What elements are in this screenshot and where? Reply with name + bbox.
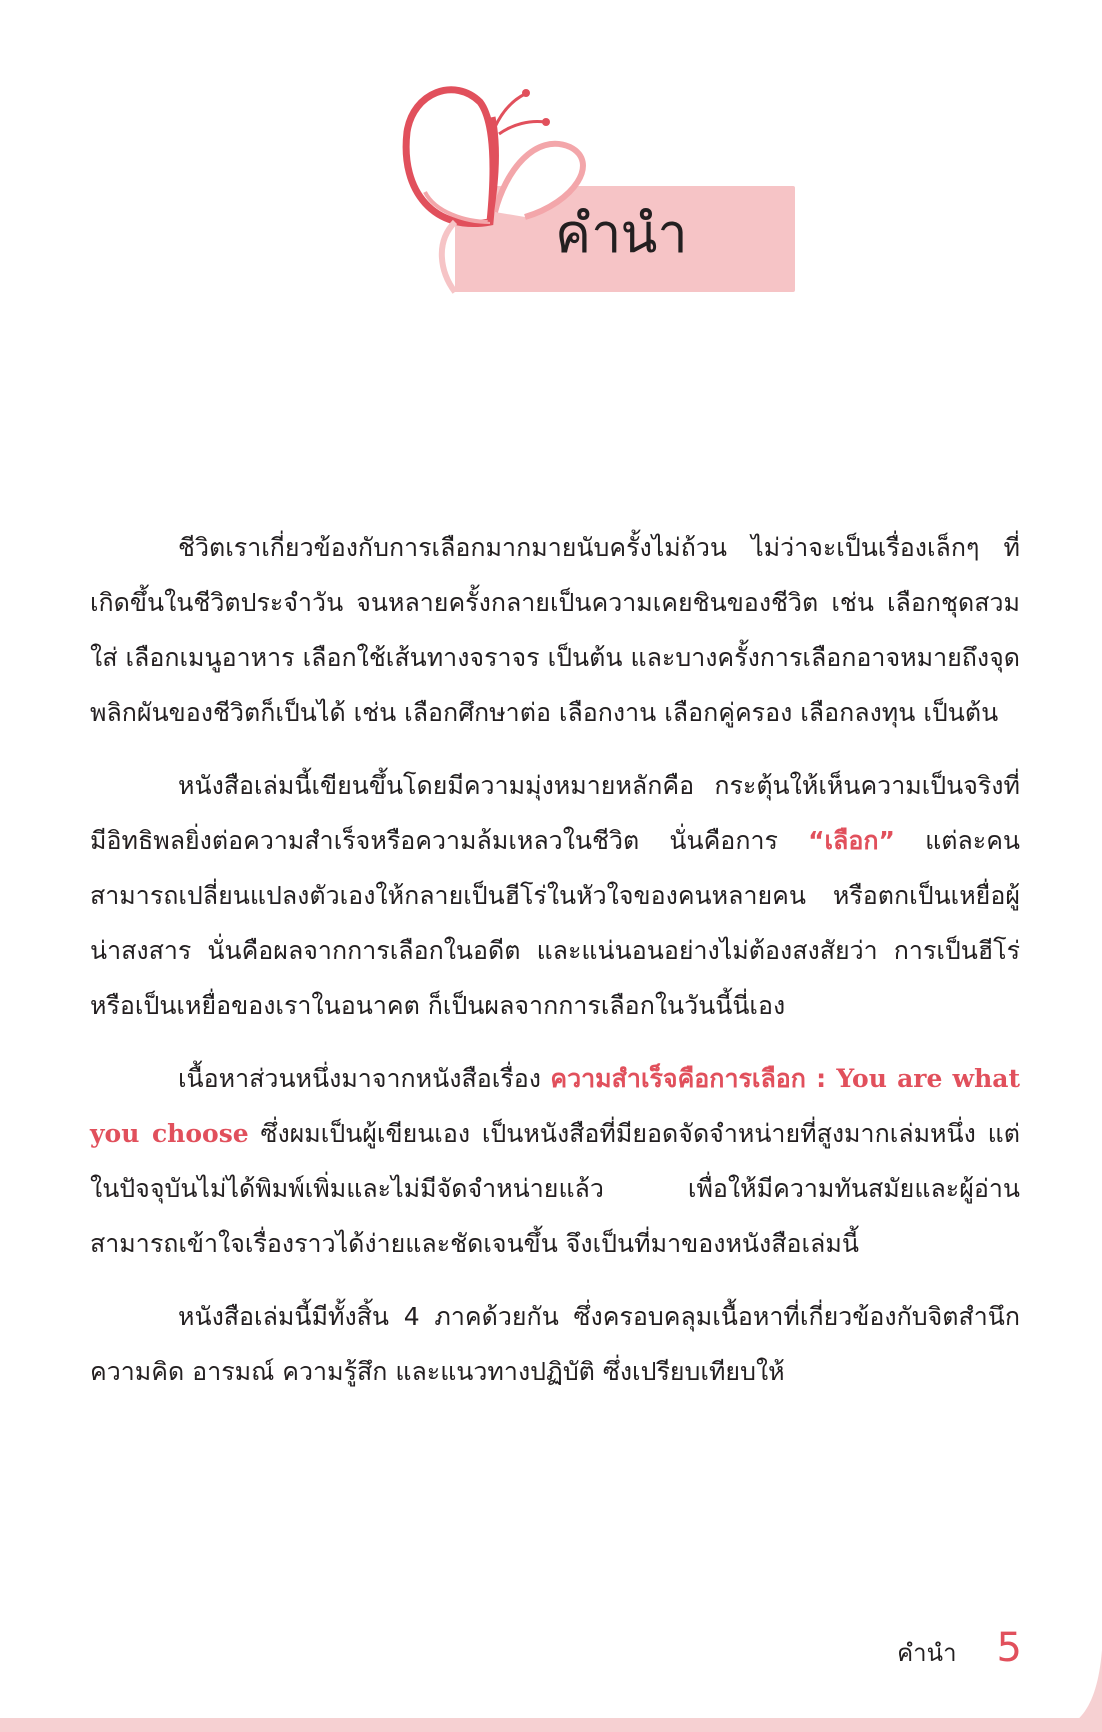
paragraph-4: หนังสือเล่มนี้มีทั้งสิ้น 4 ภาคด้วยกัน ซึ่งครอบคลุมเนื้อหาที่เกี่ยวข้องกับจิตสำนึก ความคิด อารมณ์ ความรู้สึก และแนวทางปฏิบัติ ซึ่งเปรียบเทียบให้	[90, 1302, 1020, 1386]
paragraph-3	[90, 1051, 1020, 1271]
paragraph-2-text-before: หนังสือเล่มนี้เขียนขึ้นโดยมีความมุ่งหมายหลักคือ กระตุ้นให้เห็นความเป็นจริงที่มีอิทธิพลยิ่งต่อความสำเร็จหรือความล้มเหลวในชีวิต นั่นคือการ	[90, 771, 1020, 855]
paragraph-3-text-before: เนื้อหาส่วนหนึ่งมาจากหนังสือเรื่อง	[178, 1064, 551, 1093]
page-title: คำนำ	[555, 202, 687, 265]
highlight-book-title-en: You are what you choose	[90, 1064, 1020, 1148]
butterfly-icon	[395, 72, 810, 302]
paragraph-2-text-after: แต่ละคนสามารถเปลี่ยนแปลงตัวเองให้กลายเป็นฮีโร่ในหัวใจของคนหลายคน หรือตกเป็นเหยื่อผู้น่าสงสาร นั่นคือผลจากการเลือกในอดีต และแน่นอนอย่างไม่ต้องสงสัยว่า การเป็นฮีโร่หรือเป็นเหยื่อของเราในอนาคต ก็เป็นผลจากการเลือกในวันนี้นี่เอง	[90, 826, 1021, 1020]
bottom-decorative-strip	[0, 1718, 1102, 1732]
page-footer	[897, 1625, 1022, 1675]
paragraph-3-text-after: ซึ่งผมเป็นผู้เขียนเอง เป็นหนังสือที่มียอดจัดจำหน่ายที่สูงมากเล่มหนึ่ง แต่ในปัจจุบันไม่ได้พิมพ์เพิ่มและไม่มีจัดจำหน่ายแล้ว เพื่อให้มีความทันสมัยและผู้อ่านสามารถเข้าใจเรื่องราวได้ง่ายและชัดเจนขึ้น จึงเป็นที่มาของหนังสือเล่มนี้	[90, 1119, 1020, 1258]
footer-chapter-label: คำนำ	[897, 1639, 957, 1667]
highlight-book-title-th: ความสำเร็จคือการเลือก :	[550, 1064, 827, 1093]
preface-body	[90, 520, 1020, 1417]
highlight-choose: “เลือก”	[808, 826, 895, 855]
page-number: 5	[996, 1625, 1022, 1671]
chapter-header	[395, 72, 810, 302]
paragraph-2	[90, 758, 1020, 1033]
page-corner-curve	[1042, 1650, 1102, 1732]
paragraph-1: ชีวิตเราเกี่ยวข้องกับการเลือกมากมายนับครั้งไม่ถ้วน ไม่ว่าจะเป็นเรื่องเล็กๆ ที่เกิดขึ้นในชีวิตประจำวัน จนหลายครั้งกลายเป็นความเคยชินของชีวิต เช่น เลือกชุดสวมใส่ เลือกเมนูอาหาร เลือกใช้เส้นทางจราจร เป็นต้น และบางครั้งการเลือกอาจหมายถึงจุดพลิกผันของชีวิตก็เป็นได้ เช่น เลือกศึกษาต่อ เลือกงาน เลือกคู่ครอง เลือกลงทุน เป็นต้น	[90, 533, 1020, 727]
